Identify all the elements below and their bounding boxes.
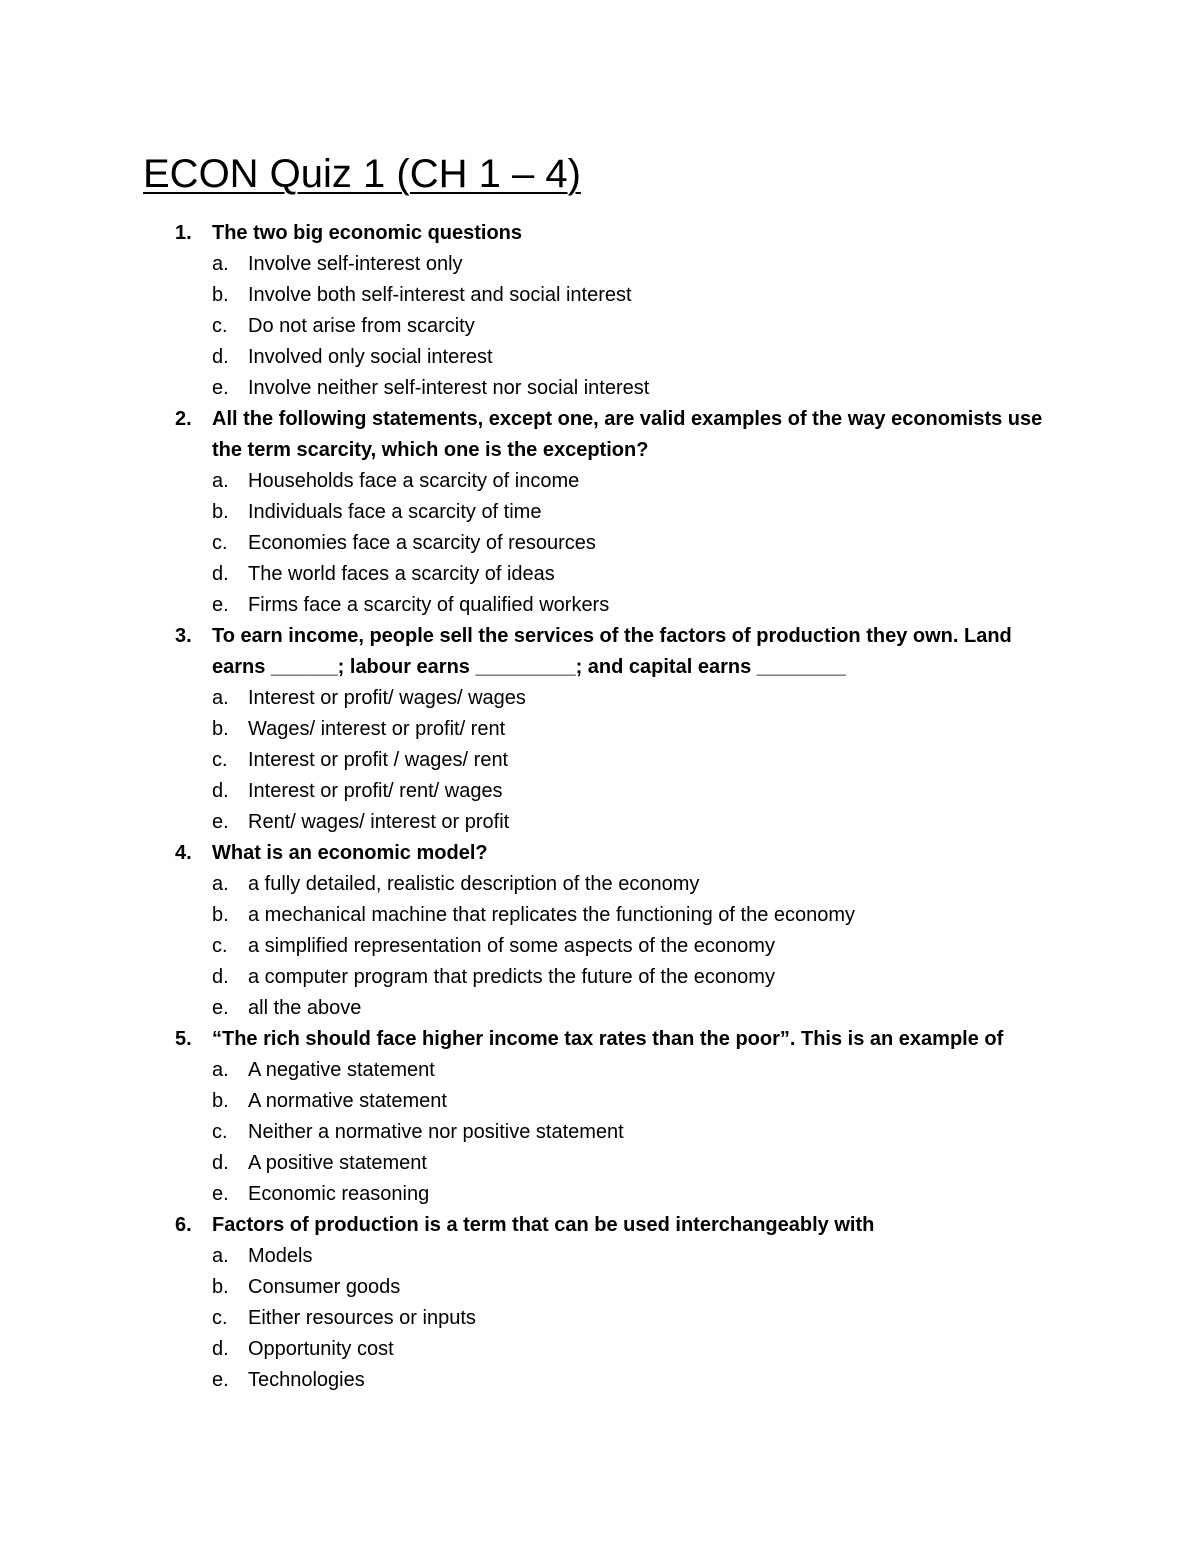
option-text: all the above: [248, 997, 362, 1019]
question-stem: [0, 621, 1200, 683]
question-number: 5.: [175, 1028, 192, 1050]
option-letter: c.: [212, 315, 228, 337]
option-text: Interest or profit/ rent/ wages: [248, 780, 503, 802]
question-number: 1.: [175, 222, 192, 244]
option-text: Interest or profit / wages/ rent: [248, 749, 509, 771]
option-list: [0, 1055, 1200, 1210]
option-letter: a.: [212, 1059, 229, 1081]
question-text: Factors of production is a term that can be used interchangeably with: [212, 1214, 875, 1236]
question-number: 3.: [175, 625, 192, 647]
option-text: Households face a scarcity of income: [248, 470, 580, 492]
answer-option: [0, 931, 1200, 962]
option-text: A positive statement: [248, 1152, 427, 1174]
option-letter: b.: [212, 718, 229, 740]
answer-option: [0, 1117, 1200, 1148]
option-letter: b.: [212, 501, 229, 523]
option-letter: b.: [212, 904, 229, 926]
option-letter: a.: [212, 470, 229, 492]
answer-option: [0, 590, 1200, 621]
answer-option: [0, 249, 1200, 280]
answer-option: [0, 714, 1200, 745]
answer-option: [0, 1272, 1200, 1303]
option-letter: c.: [212, 1307, 228, 1329]
option-letter: e.: [212, 997, 229, 1019]
option-letter: c.: [212, 1121, 228, 1143]
question-stem: [0, 1024, 1200, 1055]
option-letter: a.: [212, 253, 229, 275]
option-list: [0, 249, 1200, 404]
question-stem: [0, 1210, 1200, 1241]
answer-option: [0, 776, 1200, 807]
option-letter: c.: [212, 935, 228, 957]
option-text: a computer program that predicts the future of the economy: [248, 966, 775, 988]
option-letter: d.: [212, 563, 229, 585]
option-letter: a.: [212, 1245, 229, 1267]
option-letter: b.: [212, 284, 229, 306]
question-number: 6.: [175, 1214, 192, 1236]
answer-option: [0, 528, 1200, 559]
option-text: Economic reasoning: [248, 1183, 430, 1205]
answer-option: [0, 1303, 1200, 1334]
answer-option: [0, 342, 1200, 373]
option-text: Economies face a scarcity of resources: [248, 532, 596, 554]
question-item: [0, 1024, 1200, 1210]
option-letter: d.: [212, 780, 229, 802]
option-letter: b.: [212, 1090, 229, 1112]
option-list: [0, 869, 1200, 1024]
option-text: Involve both self-interest and social interest: [248, 284, 632, 306]
question-text: All the following statements, except one, are valid examples of the way economists use the term scarcity, which one is the exception?: [212, 408, 1043, 461]
question-text: The two big economic questions: [212, 222, 523, 244]
option-text: Either resources or inputs: [248, 1307, 476, 1329]
answer-option: [0, 993, 1200, 1024]
answer-option: [0, 373, 1200, 404]
question-item: [0, 1210, 1200, 1396]
answer-option: [0, 962, 1200, 993]
option-text: Wages/ interest or profit/ rent: [248, 718, 506, 740]
answer-option: [0, 311, 1200, 342]
option-letter: d.: [212, 346, 229, 368]
question-stem: [0, 838, 1200, 869]
answer-option: [0, 745, 1200, 776]
option-list: [0, 683, 1200, 838]
question-stem: [0, 218, 1200, 249]
option-text: Involved only social interest: [248, 346, 493, 368]
option-letter: b.: [212, 1276, 229, 1298]
option-letter: a.: [212, 873, 229, 895]
answer-option: [0, 1055, 1200, 1086]
option-text: Consumer goods: [248, 1276, 401, 1298]
option-text: Involve self-interest only: [248, 253, 463, 275]
question-text: “The rich should face higher income tax rates than the poor”. This is an example of: [212, 1028, 1004, 1050]
option-list: [0, 1241, 1200, 1396]
option-letter: c.: [212, 532, 228, 554]
option-text: Individuals face a scarcity of time: [248, 501, 542, 523]
answer-option: [0, 559, 1200, 590]
question-item: [0, 404, 1200, 621]
question-item: [0, 621, 1200, 838]
option-text: a simplified representation of some aspects of the economy: [248, 935, 775, 957]
option-text: A negative statement: [248, 1059, 435, 1081]
question-number: 2.: [175, 408, 192, 430]
answer-option: [0, 1365, 1200, 1396]
option-text: Neither a normative nor positive statement: [248, 1121, 624, 1143]
option-text: a mechanical machine that replicates the functioning of the economy: [248, 904, 856, 926]
option-letter: d.: [212, 1338, 229, 1360]
option-list: [0, 466, 1200, 621]
answer-option: [0, 869, 1200, 900]
option-text: Do not arise from scarcity: [248, 315, 475, 337]
option-text: a fully detailed, realistic description of the economy: [248, 873, 700, 895]
option-letter: d.: [212, 966, 229, 988]
option-letter: a.: [212, 687, 229, 709]
option-text: A normative statement: [248, 1090, 447, 1112]
option-letter: e.: [212, 1183, 229, 1205]
answer-option: [0, 1148, 1200, 1179]
question-text: What is an economic model?: [212, 842, 488, 864]
question-list: [0, 218, 1200, 1396]
answer-option: [0, 280, 1200, 311]
option-text: Interest or profit/ wages/ wages: [248, 687, 526, 709]
page-title: ECON Quiz 1 (CH 1 – 4): [143, 152, 581, 196]
answer-option: [0, 1241, 1200, 1272]
option-text: Opportunity cost: [248, 1338, 394, 1360]
option-text: Technologies: [248, 1369, 365, 1391]
option-text: Involve neither self-interest nor social interest: [248, 377, 650, 399]
option-letter: e.: [212, 377, 229, 399]
answer-option: [0, 1179, 1200, 1210]
question-text: To earn income, people sell the services of the factors of production they own. Land earns ______; labour earns _________; and capital earns ________: [212, 625, 1012, 678]
question-stem: [0, 404, 1200, 466]
question-item: [0, 838, 1200, 1024]
option-letter: e.: [212, 594, 229, 616]
option-letter: c.: [212, 749, 228, 771]
option-letter: d.: [212, 1152, 229, 1174]
answer-option: [0, 466, 1200, 497]
answer-option: [0, 1086, 1200, 1117]
answer-option: [0, 497, 1200, 528]
answer-option: [0, 900, 1200, 931]
option-text: Models: [248, 1245, 313, 1267]
answer-option: [0, 807, 1200, 838]
answer-option: [0, 1334, 1200, 1365]
question-item: [0, 218, 1200, 404]
option-letter: e.: [212, 1369, 229, 1391]
option-text: The world faces a scarcity of ideas: [248, 563, 555, 585]
option-text: Firms face a scarcity of qualified workers: [248, 594, 610, 616]
question-number: 4.: [175, 842, 192, 864]
answer-option: [0, 683, 1200, 714]
option-text: Rent/ wages/ interest or profit: [248, 811, 510, 833]
option-letter: e.: [212, 811, 229, 833]
